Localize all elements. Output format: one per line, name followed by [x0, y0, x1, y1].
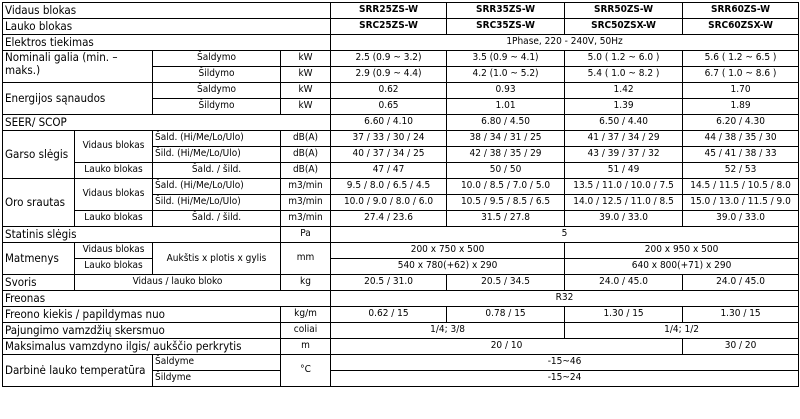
outdoor-model-4: SRC60ZSX-W: [683, 19, 799, 35]
operating-temp-cooling-value: -15~46: [331, 355, 799, 371]
nominal-capacity-cooling-3: 5.0 ( 1.2 ~ 6.0 ): [565, 51, 683, 67]
nominal-capacity-cooling-4: 5.6 ( 1.2 ~ 6.5 ): [683, 51, 799, 67]
outdoor-unit-row: [3, 19, 799, 35]
power-consumption-cooling-unit: kW: [281, 83, 331, 99]
air-flow-cooling-mode: Šald. (Hi/Me/Lo/Ulo): [153, 179, 281, 195]
air-flow-heating-4: 15.0 / 13.0 / 11.5 / 9.0: [683, 195, 799, 211]
dimensions-outdoor-row: [3, 259, 799, 275]
refrigerant-row: [3, 291, 799, 307]
pipe-diameter-1: 1/4; 3/8: [331, 323, 565, 339]
sound-pressure-cooling-unit: dB(A): [281, 131, 331, 147]
max-pipe-length-row: [3, 339, 799, 355]
nominal-capacity-label: Nominali galia (min. – maks.): [3, 51, 153, 83]
power-consumption-cooling-3: 1.42: [565, 83, 683, 99]
power-consumption-heating-1: 0.65: [331, 99, 447, 115]
pipe-diameter-unit: coliai: [281, 323, 331, 339]
air-flow-outdoor-3: 39.0 / 33.0: [565, 211, 683, 227]
sound-pressure-cooling-2: 38 / 34 / 31 / 25: [447, 131, 565, 147]
indoor-unit-row: [3, 3, 799, 19]
weight-unit: kg: [281, 275, 331, 291]
power-consumption-cooling-mode: Šaldymo: [153, 83, 281, 99]
outdoor-model-3: SRC50ZSX-W: [565, 19, 683, 35]
dimensions-outdoor-2: 640 x 800(+71) x 290: [565, 259, 799, 275]
seer-scop-2: 6.80 / 4.50: [447, 115, 565, 131]
power-supply-row: [3, 35, 799, 51]
seer-scop-row: [3, 115, 799, 131]
power-consumption-cooling-4: 1.70: [683, 83, 799, 99]
sound-pressure-heating-1: 40 / 37 / 34 / 25: [331, 147, 447, 163]
pipe-diameter-row: [3, 323, 799, 339]
sound-pressure-heating-4: 45 / 41 / 38 / 33: [683, 147, 799, 163]
air-flow-heating-mode: Šild. (Hi/Me/Lo/Ulo): [153, 195, 281, 211]
seer-scop-3: 6.50 / 4.40: [565, 115, 683, 131]
sound-pressure-outdoor-mode: Šald. / šild.: [153, 163, 281, 179]
outdoor-model-1: SRC25ZS-W: [331, 19, 447, 35]
operating-temp-unit: °C: [281, 355, 331, 387]
sound-pressure-outdoor-1: 47 / 47: [331, 163, 447, 179]
sound-pressure-cooling-3: 41 / 37 / 34 / 29: [565, 131, 683, 147]
nominal-capacity-cooling-row: [3, 51, 799, 67]
dimensions-unit: mm: [281, 243, 331, 275]
power-consumption-cooling-1: 0.62: [331, 83, 447, 99]
power-supply-value: 1Phase, 220 - 240V, 50Hz: [331, 35, 799, 51]
power-consumption-cooling-2: 0.93: [447, 83, 565, 99]
dimensions-outdoor-1: 540 x 780(+62) x 290: [331, 259, 565, 275]
refrigerant-value: R32: [331, 291, 799, 307]
sound-pressure-heating-3: 43 / 39 / 37 / 32: [565, 147, 683, 163]
seer-scop-label: SEER/ SCOP: [3, 115, 331, 131]
air-flow-outdoor-2: 31.5 / 27.8: [447, 211, 565, 227]
seer-scop-1: 6.60 / 4.10: [331, 115, 447, 131]
nominal-capacity-heating-mode: Šildymo: [153, 67, 281, 83]
air-flow-heating-3: 14.0 / 12.5 / 11.0 / 8.5: [565, 195, 683, 211]
nominal-capacity-heating-3: 5.4 ( 1.0 ~ 8.2 ): [565, 67, 683, 83]
refrigerant-amount-2: 0.78 / 15: [447, 307, 565, 323]
air-flow-outdoor-unit: m3/min: [281, 211, 331, 227]
operating-temp-cooling-mode: Šaldyme: [153, 355, 281, 371]
air-flow-indoor-label: Vidaus blokas: [75, 179, 153, 211]
refrigerant-amount-row: [3, 307, 799, 323]
weight-row: [3, 275, 799, 291]
dimensions-indoor-label: Vidaus blokas: [75, 243, 153, 259]
indoor-model-3: SRR50ZS-W: [565, 3, 683, 19]
refrigerant-amount-1: 0.62 / 15: [331, 307, 447, 323]
spec-table: [2, 2, 799, 387]
nominal-capacity-cooling-unit: kW: [281, 51, 331, 67]
air-flow-cooling-4: 14.5 / 11.5 / 10.5 / 8.0: [683, 179, 799, 195]
sound-pressure-cooling-mode: Šald. (Hi/Me/Lo/Ulo): [153, 131, 281, 147]
air-flow-outdoor-row: [3, 211, 799, 227]
pipe-diameter-2: 1/4; 1/2: [565, 323, 799, 339]
dimensions-indoor-2: 200 x 950 x 500: [565, 243, 799, 259]
weight-4: 24.0 / 45.0: [683, 275, 799, 291]
refrigerant-amount-unit: kg/m: [281, 307, 331, 323]
sound-pressure-label: Garso slėgis: [3, 131, 75, 179]
max-pipe-length-unit: m: [281, 339, 331, 355]
outdoor-unit-label: Lauko blokas: [3, 19, 331, 35]
sound-pressure-outdoor-row: [3, 163, 799, 179]
air-flow-outdoor-label: Lauko blokas: [75, 211, 153, 227]
refrigerant-amount-4: 1.30 / 15: [683, 307, 799, 323]
air-flow-cooling-1: 9.5 / 8.0 / 6.5 / 4.5: [331, 179, 447, 195]
air-flow-label: Oro srautas: [3, 179, 75, 227]
weight-2: 20.5 / 34.5: [447, 275, 565, 291]
nominal-capacity-heating-2: 4.2 (1.0 ~ 5.2): [447, 67, 565, 83]
power-consumption-heating-unit: kW: [281, 99, 331, 115]
air-flow-heating-1: 10.0 / 9.0 / 8.0 / 6.0: [331, 195, 447, 211]
sound-pressure-outdoor-2: 50 / 50: [447, 163, 565, 179]
sound-pressure-heating-mode: Šild. (Hi/Me/Lo/Ulo): [153, 147, 281, 163]
sound-pressure-heating-2: 42 / 38 / 35 / 29: [447, 147, 565, 163]
sound-pressure-cooling-1: 37 / 33 / 30 / 24: [331, 131, 447, 147]
refrigerant-label: Freonas: [3, 291, 331, 307]
sound-pressure-outdoor-3: 51 / 49: [565, 163, 683, 179]
air-flow-heating-2: 10.5 / 9.5 / 8.5 / 6.5: [447, 195, 565, 211]
operating-temp-cooling-row: [3, 355, 799, 371]
sound-pressure-outdoor-label: Lauko blokas: [75, 163, 153, 179]
max-pipe-length-1: 20 / 10: [331, 339, 683, 355]
power-consumption-cooling-row: [3, 83, 799, 99]
power-consumption-heating-mode: Šildymo: [153, 99, 281, 115]
max-pipe-length-label: Maksimalus vamzdyno ilgis/ aukščio perkrytis: [3, 339, 281, 355]
refrigerant-amount-label: Freono kiekis / papildymas nuo: [3, 307, 281, 323]
power-consumption-heating-2: 1.01: [447, 99, 565, 115]
pipe-diameter-label: Pajungimo vamzdžių skersmuo: [3, 323, 281, 339]
static-pressure-value: 5: [331, 227, 799, 243]
power-consumption-heating-4: 1.89: [683, 99, 799, 115]
dimensions-indoor-1: 200 x 750 x 500: [331, 243, 565, 259]
dimensions-outdoor-label: Lauko blokas: [75, 259, 153, 275]
power-consumption-heating-3: 1.39: [565, 99, 683, 115]
weight-1: 20.5 / 31.0: [331, 275, 447, 291]
sound-pressure-outdoor-4: 52 / 53: [683, 163, 799, 179]
indoor-model-4: SRR60ZS-W: [683, 3, 799, 19]
max-pipe-length-2: 30 / 20: [683, 339, 799, 355]
air-flow-outdoor-4: 39.0 / 33.0: [683, 211, 799, 227]
indoor-model-1: SRR25ZS-W: [331, 3, 447, 19]
sound-pressure-indoor-label: Vidaus blokas: [75, 131, 153, 163]
air-flow-heating-unit: m3/min: [281, 195, 331, 211]
air-flow-outdoor-mode: Šald. / šild.: [153, 211, 281, 227]
static-pressure-row: [3, 227, 799, 243]
refrigerant-amount-3: 1.30 / 15: [565, 307, 683, 323]
sound-pressure-cooling-row: [3, 131, 799, 147]
dimensions-spec: Aukštis x plotis x gylis: [153, 243, 281, 275]
nominal-capacity-cooling-2: 3.5 (0.9 ~ 4.1): [447, 51, 565, 67]
nominal-capacity-heating-4: 6.7 ( 1.0 ~ 8.6 ): [683, 67, 799, 83]
power-supply-label: Elektros tiekimas: [3, 35, 331, 51]
nominal-capacity-heating-1: 2.9 (0.9 ~ 4.4): [331, 67, 447, 83]
indoor-model-2: SRR35ZS-W: [447, 3, 565, 19]
operating-temp-label: Darbinė lauko temperatūra: [3, 355, 153, 387]
nominal-capacity-heating-unit: kW: [281, 67, 331, 83]
dimensions-label: Matmenys: [3, 243, 75, 275]
air-flow-cooling-3: 13.5 / 11.0 / 10.0 / 7.5: [565, 179, 683, 195]
static-pressure-unit: Pa: [281, 227, 331, 243]
air-flow-cooling-2: 10.0 / 8.5 / 7.0 / 5.0: [447, 179, 565, 195]
air-flow-cooling-unit: m3/min: [281, 179, 331, 195]
weight-3: 24.0 / 45.0: [565, 275, 683, 291]
sound-pressure-cooling-4: 44 / 38 / 35 / 30: [683, 131, 799, 147]
static-pressure-label: Statinis slėgis: [3, 227, 281, 243]
outdoor-model-2: SRC35ZS-W: [447, 19, 565, 35]
nominal-capacity-cooling-mode: Šaldymo: [153, 51, 281, 67]
seer-scop-4: 6.20 / 4.30: [683, 115, 799, 131]
nominal-capacity-cooling-1: 2.5 (0.9 ~ 3.2): [331, 51, 447, 67]
sound-pressure-heating-unit: dB(A): [281, 147, 331, 163]
dimensions-indoor-row: [3, 243, 799, 259]
operating-temp-heating-mode: Šildyme: [153, 371, 281, 387]
weight-spec: Vidaus / lauko bloko: [75, 275, 281, 291]
power-consumption-label: Energijos sąnaudos: [3, 83, 153, 115]
sound-pressure-outdoor-unit: dB(A): [281, 163, 331, 179]
air-flow-cooling-row: [3, 179, 799, 195]
operating-temp-heating-value: -15~24: [331, 371, 799, 387]
weight-label: Svoris: [3, 275, 75, 291]
indoor-unit-label: Vidaus blokas: [3, 3, 331, 19]
air-flow-outdoor-1: 27.4 / 23.6: [331, 211, 447, 227]
